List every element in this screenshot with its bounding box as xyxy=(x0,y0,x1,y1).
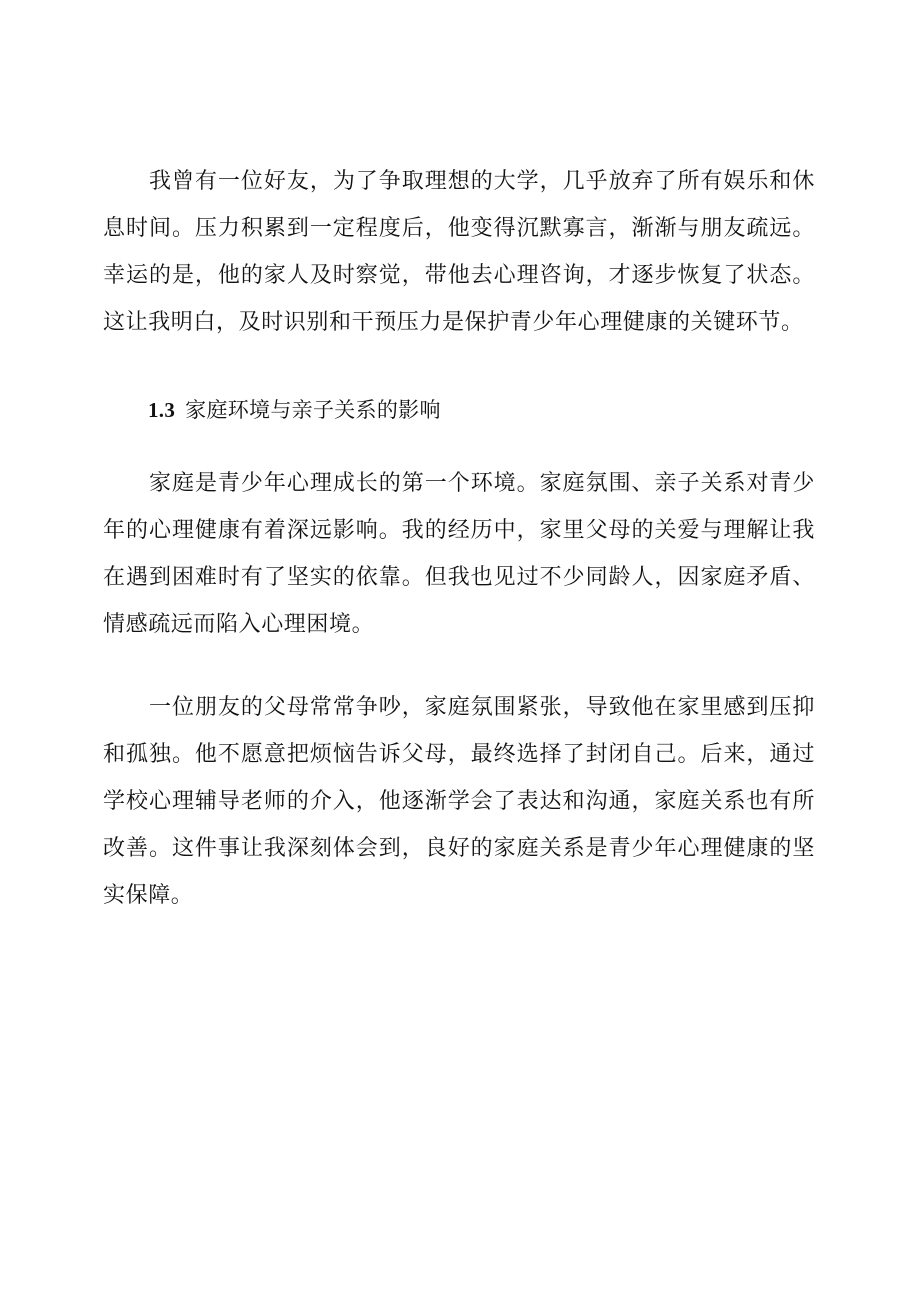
section-title: 家庭环境与亲子关系的影响 xyxy=(185,398,441,422)
paragraph-family-environment: 家庭是青少年心理成长的第一个环境。家庭氛围、亲子关系对青少年的心理健康有着深远影响。我的经历中，家里父母的关爱与理解让我在遇到困难时有了坚实的依靠。但我也见过不少同龄人，因家庭矛盾、情感疏远而陷入心理困境。 xyxy=(103,471,815,637)
section-heading xyxy=(103,390,815,430)
paragraph-friend-family-conflict: 一位朋友的父母常常争吵，家庭氛围紧张，导致他在家里感到压抑和孤独。他不愿意把烦恼告诉父母，最终选择了封闭自己。后来，通过学校心理辅导老师的介入，他逐渐学会了表达和沟通，家庭关系也有所改善。这件事让我深刻体会到，良好的家庭关系是青少年心理健康的坚实保障。 xyxy=(103,695,815,908)
section-number: 1.3 xyxy=(148,398,176,422)
paragraph-friend-stress: 我曾有一位好友，为了争取理想的大学，几乎放弃了所有娱乐和休息时间。压力积累到一定程度后，他变得沉默寡言，渐渐与朋友疏远。幸运的是，他的家人及时察觉，带他去心理咨询，才逐步恢复了状态。这让我明白，及时识别和干预压力是保护青少年心理健康的关键环节。 xyxy=(103,169,815,335)
document-body xyxy=(103,158,815,919)
